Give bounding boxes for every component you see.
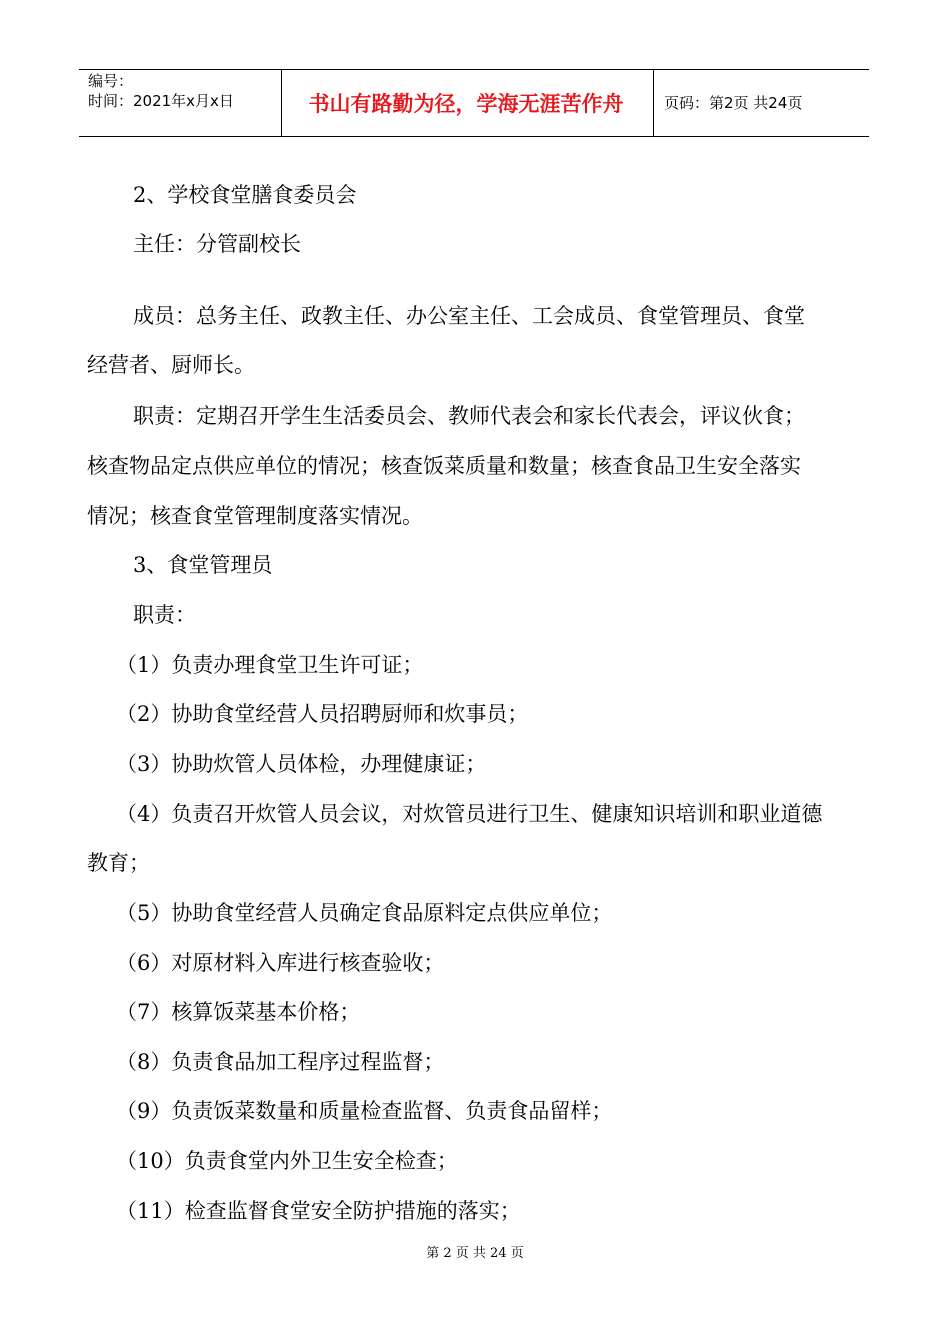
document-date: 时间：2021年x月x日 (88, 92, 234, 110)
paragraph-line: 成员：总务主任、政教主任、办公室主任、工会成员、食堂管理员、食堂 (133, 304, 805, 328)
list-item: （9）负责饭菜数量和质量检查监督、负责食品留样； (116, 1099, 613, 1123)
paragraph-line: 职责：定期召开学生生活委员会、教师代表会和家长代表会，评议伙食； (133, 404, 805, 428)
header-motto: 书山有路勤为径，学海无涯苦作舟 (308, 92, 624, 116)
list-item: （4）负责召开炊管人员会议，对炊管员进行卫生、健康知识培训和职业道德 (116, 802, 823, 826)
list-item: （7）核算饭菜基本价格； (116, 1000, 361, 1024)
page-footer: 第 2 页 共 24 页 (426, 1246, 524, 1261)
paragraph-line: 主任：分管副校长 (133, 232, 301, 256)
list-item: （11）检查监督食堂安全防护措施的落实； (116, 1199, 521, 1223)
paragraph-line: 职责： (133, 603, 196, 627)
page-header (79, 69, 869, 137)
header-page-info: 页码：第2页 共24页 (664, 94, 803, 112)
list-item-continuation: 教育； (87, 851, 150, 875)
list-item: （8）负责食品加工程序过程监督； (116, 1050, 445, 1074)
header-divider (653, 70, 654, 136)
list-item: （10）负责食堂内外卫生安全检查； (116, 1149, 458, 1173)
list-item: （3）协助炊管人员体检，办理健康证； (116, 752, 487, 776)
list-item: （6）对原材料入库进行核查验收； (116, 951, 445, 975)
section-heading: 3、食堂管理员 (133, 553, 273, 577)
section-heading: 2、学校食堂膳食委员会 (133, 183, 357, 207)
list-item: （5）协助食堂经营人员确定食品原料定点供应单位； (116, 901, 613, 925)
list-item: （1）负责办理食堂卫生许可证； (116, 653, 424, 677)
list-item: （2）协助食堂经营人员招聘厨师和炊事员； (116, 702, 529, 726)
paragraph-line: 核查物品定点供应单位的情况；核查饭菜质量和数量；核查食品卫生安全落实 (87, 454, 801, 478)
document-number-label: 编号： (88, 72, 134, 90)
paragraph-line: 经营者、厨师长。 (87, 353, 255, 377)
paragraph-line: 情况；核查食堂管理制度落实情况。 (87, 504, 423, 528)
header-meta (88, 71, 234, 111)
